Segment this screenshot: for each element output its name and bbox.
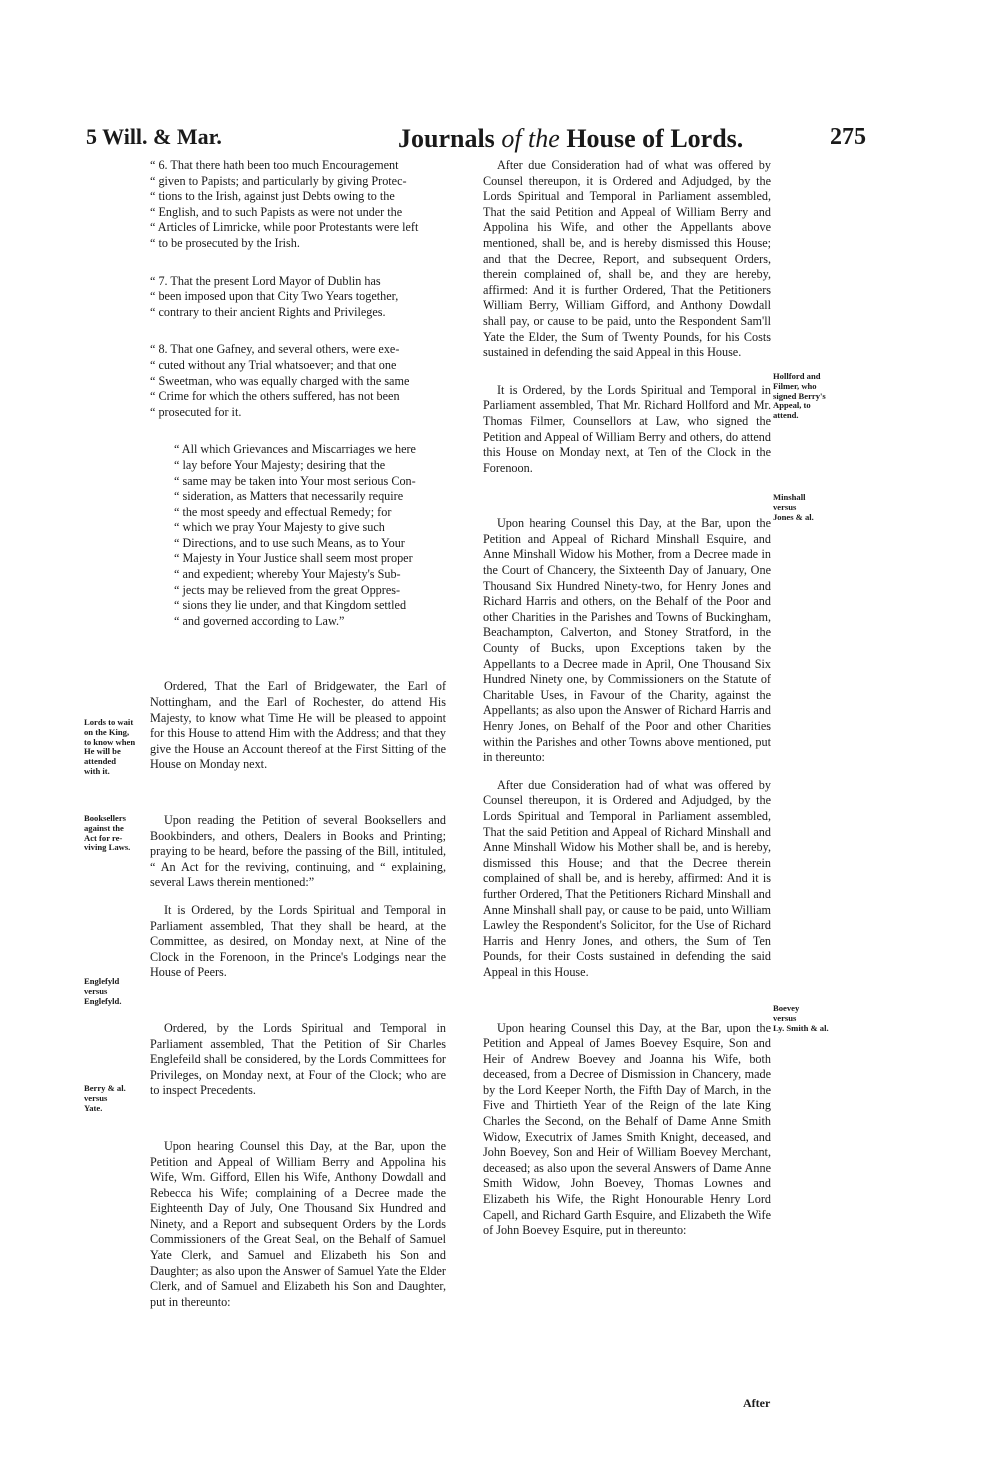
paragraph-berry-appeal: Upon hearing Counsel this Day, at the Bar, upon the Petition and Appeal of William Berry and Appolina his Wife, Wm. Gifford, Ellen his Wife, Anthony Dowdall and Rebecca his Wife; complaining of a Decree made the Eighteenth Day of July, One Thousand Six Hundred and Ninety, and a Report and subsequent Orders by the Lords Commissioners of the Great Seal, on the Behalf of Samuel Yate Clerk, and Samuel and Elizabeth his Son and Daughter; as also upon the Answer of Samuel Yate the Elder Clerk, and of Samuel and Elizabeth his Son and Daughter, put in thereunto: bbox=[150, 1138, 446, 1309]
margin-note-booksellers: Booksellers against the Act for re- viving Laws. bbox=[84, 813, 131, 853]
paragraph-berry-judgment: After due Consideration had of what was offered by Counsel thereupon, it is Ordered and Adjudged, by the Lords Spiritual and Temporal in Parliament assembled, That the said Petition and Appeal of William Berry and Appolina his Wife, and other the Appellants above mentioned, shall be, and is hereby dismissed this House; and that the Decree, Report, and subsequent Orders, therein complained of, shall be, and they are hereby, affirmed: And it is further Ordered, That the Petitioners William Berry, William Gifford, and Anthony Dowdall shall pay, or cause to be paid, unto the Respondent Sam'll Yate the Elder, the Sum of Twenty Pounds, for his Costs sustained in defending the said Appeal in this House. bbox=[483, 158, 771, 360]
paragraph-boevey-appeal: Upon hearing Counsel this Day, at the Bar, upon the Petition and Appeal of James Boevey Esquire, Son and Heir of Andrew Boevey and Joanna his Wife, both deceased, from a Decree of Dismission in Chancery, made by the Lord Keeper North, the Fifth Day of March, in the Five and Thirtieth Year of the Reign of the late King Charles the Second, on the Behalf of Dame Anne Smith Widow, Executrix of James Smith Knight, deceased, and John Boevey, Son and Heir of William Boevey Merchant, deceased; as also upon the several Answers of Dame Anne Smith Widow, John Boevey, Thomas Lownes and Elizabeth his Wife, the Right Honourable Henry Lord Capell, and Richard Garth Esquire, and Elizabeth the Wife of John Boevey Esquire, put in thereunto: bbox=[483, 1020, 771, 1238]
catchword: After bbox=[743, 1396, 771, 1410]
paragraph-hollford-order: It is Ordered, by the Lords Spiritual and Temporal in Parliament assembled, That Mr. Richard Hollford and Mr. Thomas Filmer, Counsellors at Law, who signed the Petition and Appeal of William Berry and others, do attend this House on Monday next, at Ten of the Clock in the Forenoon. bbox=[483, 382, 771, 475]
paragraph-grievance-8: “ 8. That one Gafney, and several others, were exe- “ cuted without any Trial whatsoever; and that one “ Sweetman, who was equally charged with the same “ Crime for which the others suffered, has not been “ prosecuted for it. bbox=[150, 342, 410, 419]
margin-note-minshall: Minshall versus Jones & al. bbox=[773, 492, 814, 522]
margin-note-englefyld: Englefyld versus Englefyld. bbox=[84, 976, 122, 1006]
paragraph-grievance-7: “ 7. That the present Lord Mayor of Dublin has “ been imposed upon that City Two Years together, “ contrary to their ancient Rights and Privileges. bbox=[150, 273, 399, 319]
paragraph-booksellers-petition: Upon reading the Petition of several Booksellers and Bookbinders, and others, Dealers in Books and Printing; praying to be heard, before the passing of the Bill, intituled, “ An Act for the reviving, continuing, and “ explaining, several Laws therein mentioned:” bbox=[150, 813, 446, 890]
right-column bbox=[483, 158, 771, 1261]
title-journals: Journals bbox=[398, 124, 495, 153]
paragraph-grievance-6: “ 6. That there hath been too much Encouragement “ given to Papists; and particularly by giving Protec- “ tions to the Irish, against just Debts owing to the “ English, and to such Papists as were not under the “ Articles of Limricke, while poor Protestants were left “ to be prosecuted by the Irish. bbox=[150, 158, 419, 250]
page-number: 275 bbox=[830, 124, 866, 150]
margin-note-hollford: Hollford and Filmer, who signed Berry's Appeal, to attend. bbox=[773, 371, 826, 421]
paragraph-minshall-judgment: After due Consideration had of what was offered by Counsel thereupon, it is Ordered and Adjudged, by the Lords Spiritual and Temporal in Parliament assembled, That the said Petition and Appeal of Richard Minshall and Anne Minshall Widow his Mother shall be, and is hereby, dismissed this House; and that the Decree therein complained of shall be, and is hereby, affirmed: And it is further Ordered, That the Petitioners Richard Minshall and Anne Minshall shall pay, or cause to be paid, unto William Lawley the Respondent's Solicitor, for the Use of Richard Harris and Henry Jones, and others, the Sum of Ten Pounds, for their Costs sustained in defending the said Appeal in this House. bbox=[483, 777, 771, 979]
margin-note-berry-yate: Berry & al. versus Yate. bbox=[84, 1083, 126, 1113]
paragraph-minshall-appeal: Upon hearing Counsel this Day, at the Bar, upon the Petition and Appeal of Richard Minshall Esquire, and Anne Minshall Widow his Mother, from a Decree made in the Court of Chancery, the Sixteenth Day of January, One Thousand Six Hundred Ninety-two, for Henry Jones and Richard Harris and others, on the Behalf of the Poor and other Charities in the Parishes and Towns of Buckingham, Beachampton, Calverton, and Stoney Stratford, in the County of Bucks, upon Exceptions taken by the Appellants to a Decree made in April, One Thousand Six Hundred Ninety one, by Commissioners on the Statute of Charitable Uses, in Favour of the Charity, against the Appellants; as also upon the Answer of Richard Harris and Henry Jones, on Behalf of the Poor and other Charities within the Parishes and other Towns above mentioned, put in thereunto: bbox=[483, 516, 771, 765]
paragraph-address-conclusion: “ All which Grievances and Miscarriages we here “ lay before Your Majesty; desiring that the “ same may be taken into Your most serious Con- “ sideration, as Matters that necessarily require “ the most speedy and effectual Remedy; for “ which we pray Your Majesty to give such “ Directions, and to use such Means, as to Your “ Majesty in Your Justice shall seem most proper “ and expedient; whereby Your Majesty's Sub- “ jects may be relieved from the great Oppres- “ sions they lie under, and that Kingdom settled “ and governed according to Law.” bbox=[174, 442, 416, 628]
margin-note-lords-to-wait: Lords to wait on the King, to know when He will be attended with it. bbox=[84, 717, 136, 776]
paragraph-booksellers-order: It is Ordered, by the Lords Spiritual and Temporal in Parliament assembled, That they shall be heard, at the Committee, as desired, on Monday next, at Nine of the Clock in the Forenoon, in the Prince's Lodgings near the House of Peers. bbox=[150, 902, 446, 980]
left-column bbox=[150, 158, 446, 1332]
title-house-of-lords: House of Lords. bbox=[566, 124, 744, 153]
running-title bbox=[398, 124, 743, 154]
title-of-the: of the bbox=[501, 124, 560, 153]
margin-note-boevey: Boevey versus Ly. Smith & al. bbox=[773, 1003, 829, 1033]
paragraph-order-attend-king: Ordered, That the Earl of Bridgewater, the Earl of Nottingham, and the Earl of Rochester, do attend His Majesty, to know what Time He will be pleased to appoint for this House to attend Him with the Address; and that they give the House an Account thereof at the First Sitting of the House on Monday next. bbox=[150, 679, 446, 772]
paragraph-englefeild-order: Ordered, by the Lords Spiritual and Temporal in Parliament assembled, That the Petition of Sir Charles Englefeild shall be considered, by the Lords Committees for Privileges, on Monday next, at Four of the Clock; who are to inspect Precedents. bbox=[150, 1020, 446, 1098]
regnal-year-header: 5 Will. & Mar. bbox=[86, 124, 222, 149]
